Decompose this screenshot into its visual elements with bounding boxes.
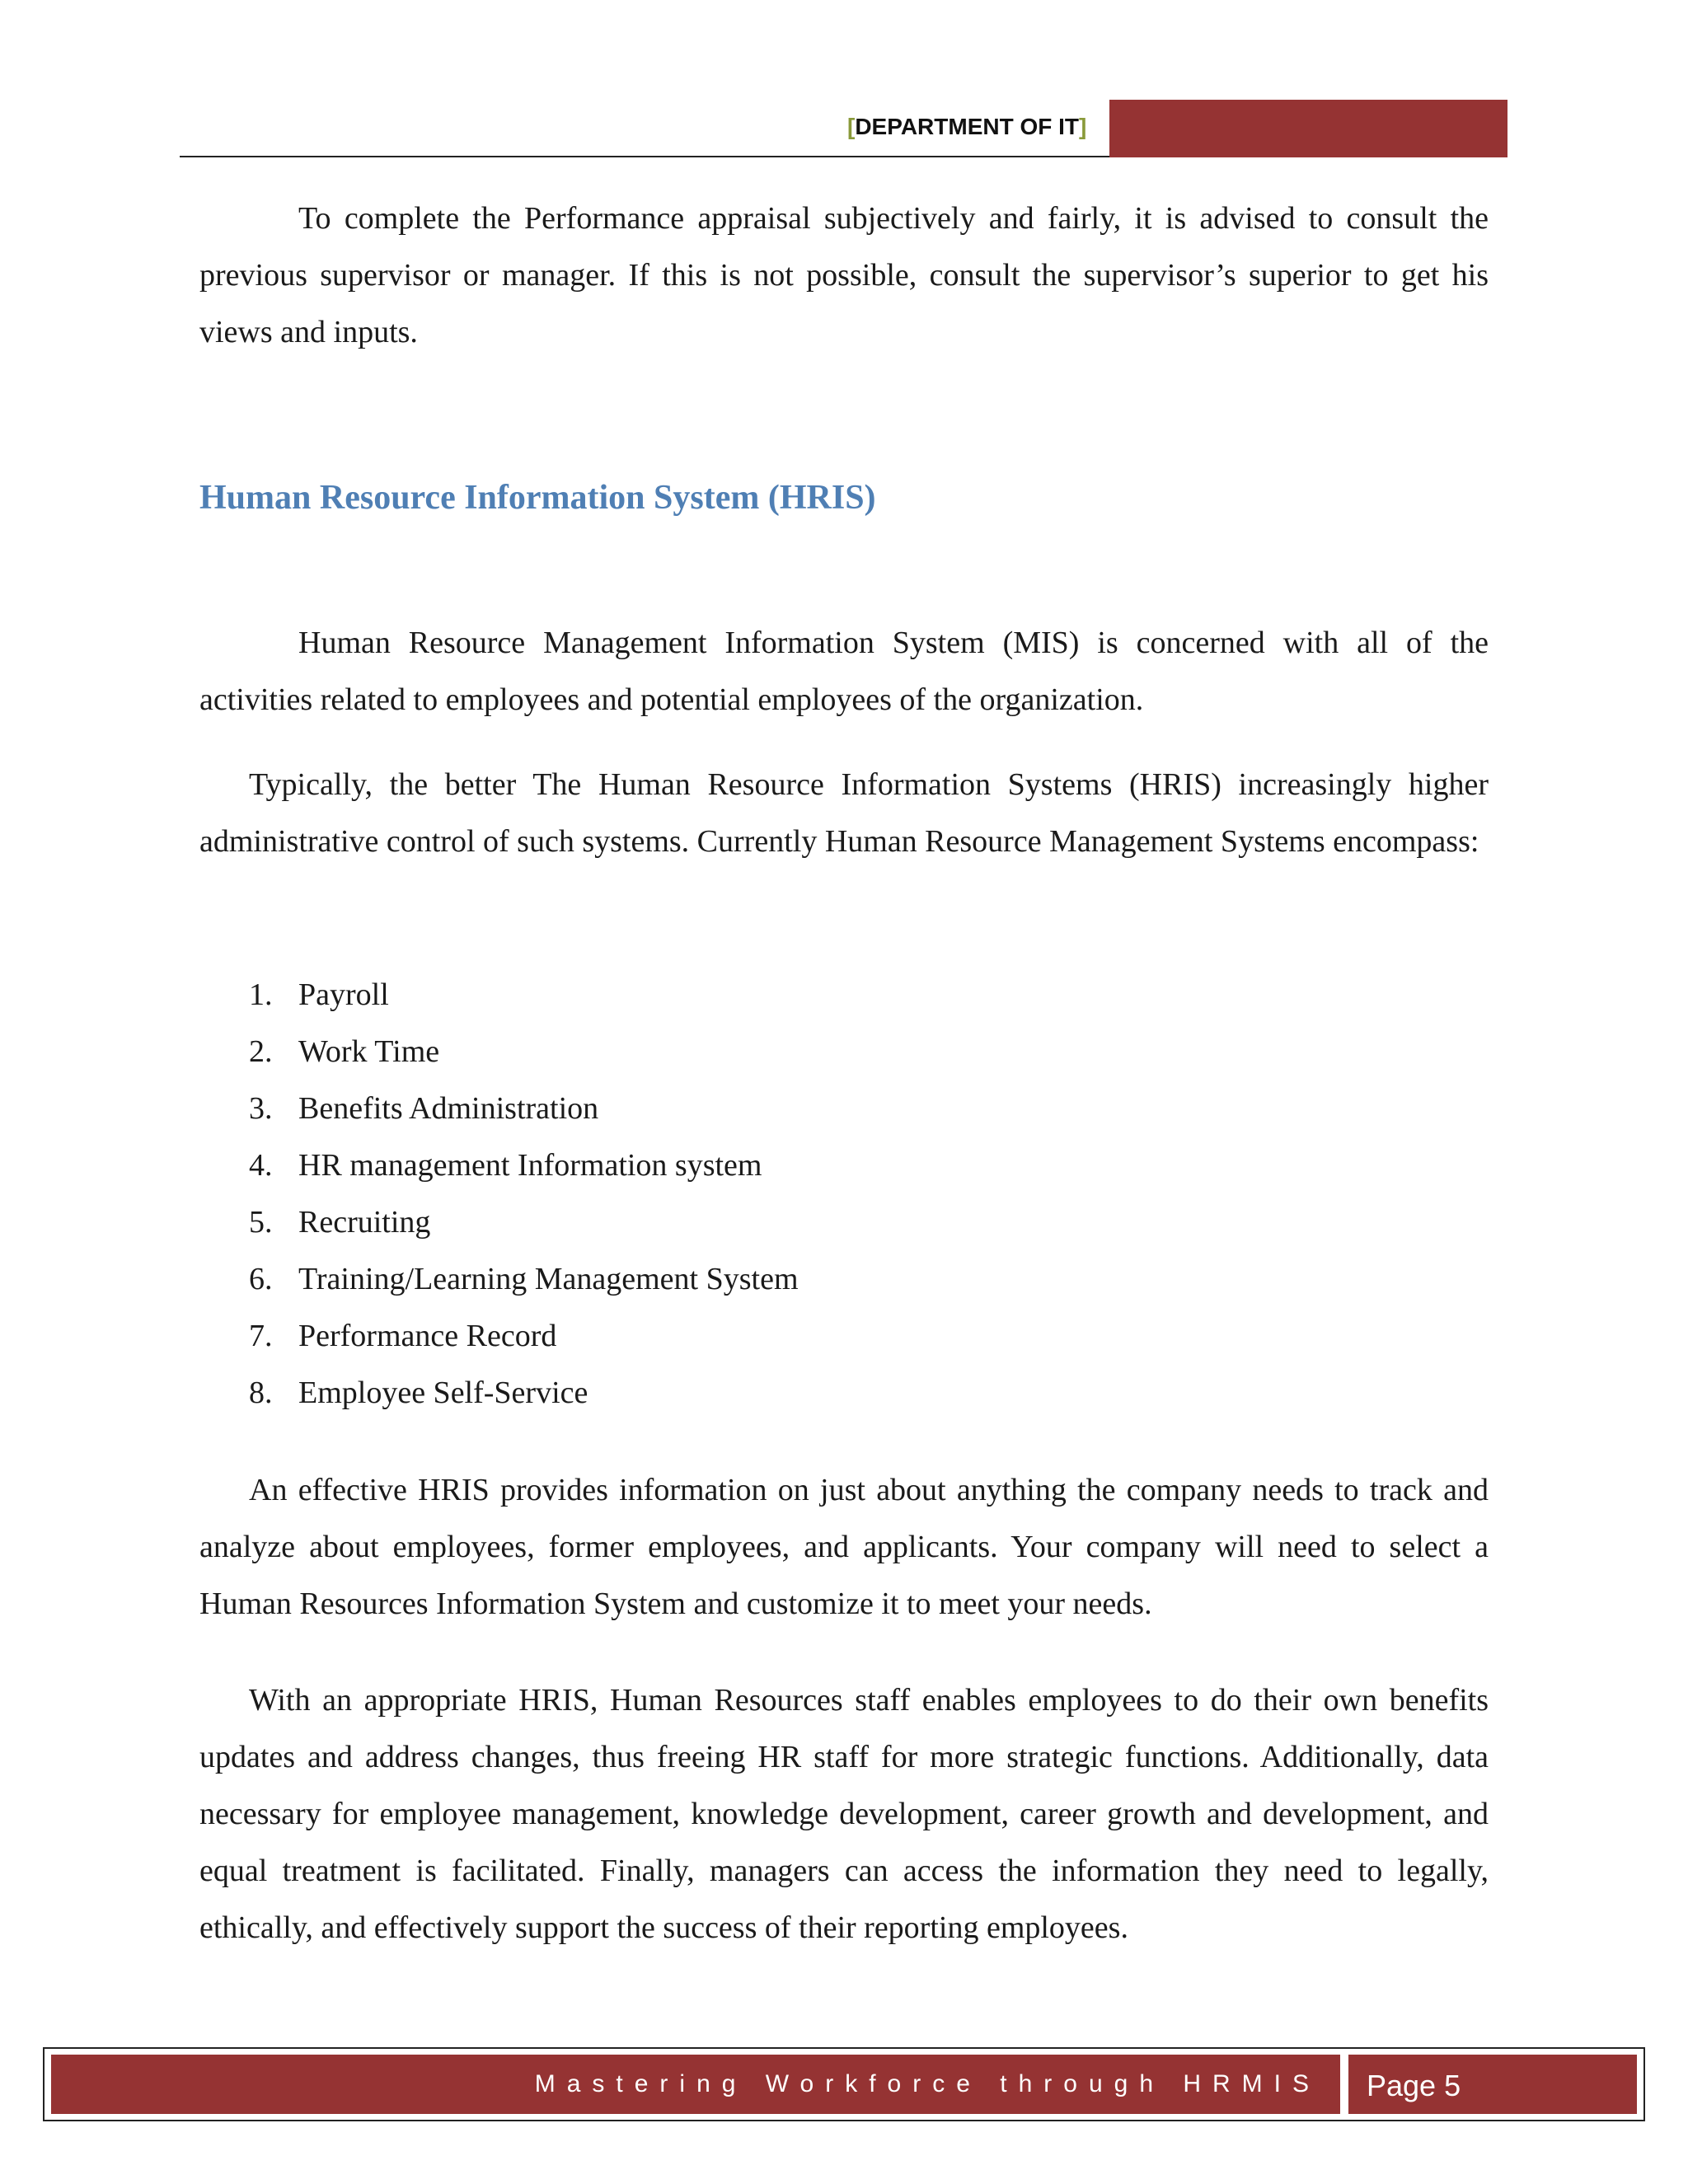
- footer-title: Mastering Workforce through HRMIS: [534, 2070, 1320, 2097]
- header-rule: [180, 156, 1109, 157]
- paragraph-hrmis-intro: Human Resource Management Information System (MIS) is concerned with all of the activities related to employees and potential employees of the organization.: [199, 626, 1489, 717]
- list-item-number: 2.: [249, 1034, 273, 1069]
- list-item-number: 6.: [249, 1262, 273, 1296]
- hris-components-list: [249, 967, 799, 1422]
- list-item-number: 8.: [249, 1376, 273, 1410]
- list-item: [249, 1308, 799, 1365]
- list-item: [249, 967, 799, 1024]
- list-item-number: 1.: [249, 977, 273, 1012]
- footer-page-box: [1348, 2055, 1637, 2114]
- list-item-number: 3.: [249, 1091, 273, 1126]
- list-item: [249, 1194, 799, 1251]
- header-bracket-open: [: [847, 114, 856, 139]
- paragraph-effective-hris: An effective HRIS provides information on just about anything the company needs to track and analyze about employees, former employees, and applicants. Your company will need to select a Human Resources Information System and customize it to meet your needs.: [199, 1473, 1489, 1621]
- list-item: [249, 1251, 799, 1308]
- list-item-number: 5.: [249, 1205, 273, 1240]
- list-item-text: HR management Information system: [298, 1148, 762, 1183]
- list-item-text: Benefits Administration: [298, 1091, 599, 1126]
- header-department: DEPARTMENT OF IT: [855, 114, 1080, 139]
- list-item-number: 4.: [249, 1148, 273, 1183]
- list-item: [249, 1024, 799, 1080]
- list-item-text: Work Time: [298, 1034, 440, 1069]
- list-item: [249, 1365, 799, 1422]
- list-item: [249, 1080, 799, 1137]
- page-number: Page 5: [1367, 2069, 1461, 2102]
- paragraph-appraisal: To complete the Performance appraisal subjectively and fairly, it is advised to consult the previous supervisor or manager. If this is not possible, consult the supervisor’s superior to get his views and inputs.: [199, 201, 1489, 349]
- list-item-text: Training/Learning Management System: [298, 1262, 799, 1296]
- header-accent-band: [1109, 100, 1507, 157]
- header-bracket-close: ]: [1079, 114, 1087, 139]
- section-title: Human Resource Information System (HRIS): [199, 479, 876, 517]
- footer-title-bar: [51, 2055, 1340, 2114]
- list-item-text: Performance Record: [298, 1319, 557, 1353]
- list-item-text: Payroll: [298, 977, 389, 1012]
- list-item-text: Employee Self-Service: [298, 1376, 588, 1410]
- list-item-text: Recruiting: [298, 1205, 431, 1240]
- list-item: [249, 1137, 799, 1194]
- running-header: [847, 114, 1086, 140]
- list-item-number: 7.: [249, 1319, 273, 1353]
- paragraph-hris-typically: Typically, the better The Human Resource Information Systems (HRIS) increasingly higher administrative control of such systems. Currently Human Resource Management Systems encompass:: [199, 767, 1489, 859]
- paragraph-appropriate-hris: With an appropriate HRIS, Human Resources staff enables employees to do their own benefits updates and address changes, thus freeing HR staff for more strategic functions. Additionally, data necessary for employee management, knowledge development, career growth and development, and equal treatment is facilitated. Finally, managers can access the information they need to legally, ethically, and effectively support the success of their reporting employees.: [199, 1683, 1489, 1945]
